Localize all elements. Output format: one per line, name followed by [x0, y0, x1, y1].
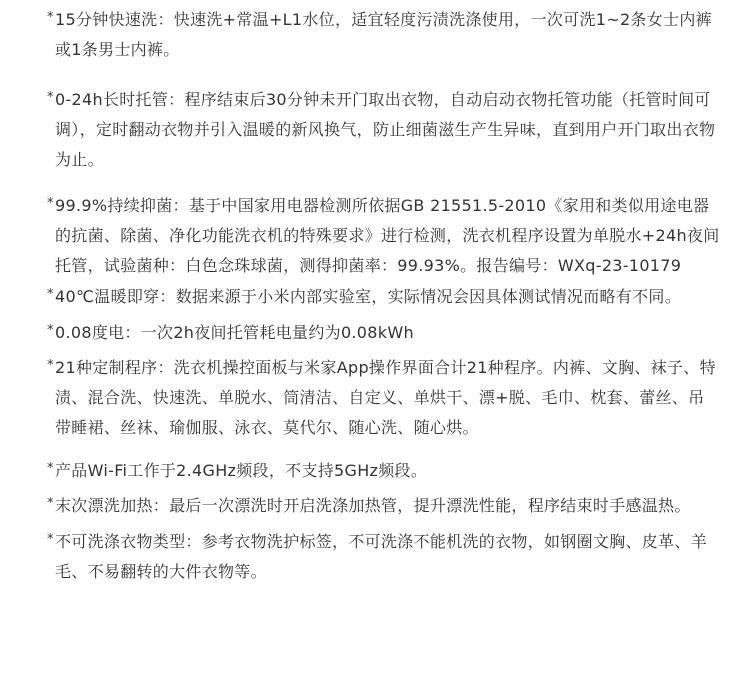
- footnote-marker: *: [47, 323, 54, 338]
- footnote-power-consumption: [0, 318, 750, 348]
- footnote-text: 0-24h长时托管：程序结束后30分钟未开门取出衣物，自动启动衣物托管功能（托管时间可调），定时翻动衣物并引入温暖的新风换气，防止细菌滋生产生异味，直到用户开门取出衣物为止。: [55, 90, 716, 169]
- footnote-marker: *: [47, 196, 54, 211]
- footnote-text: 21种定制程序：洗衣机操控面板与米家App操作界面合计21种程序。内裤、文胸、袜子、特渍、混合洗、快速洗、单脱水、筒清洁、自定义、单烘干、漂+脱、毛巾、枕套、蕾丝、吊带睡裙、丝袜、瑜伽服、泳衣、莫代尔、随心洗、随心烘。: [55, 358, 716, 437]
- footnote-marker: *: [47, 532, 54, 547]
- footnote-text: 产品Wi-Fi工作于2.4GHz频段，不支持5GHz频段。: [55, 461, 428, 480]
- footnote-antibacterial: [0, 191, 750, 281]
- footnote-marker: *: [47, 358, 54, 373]
- footnote-quick-wash: [0, 5, 750, 65]
- footnote-marker: *: [47, 287, 54, 302]
- footnote-final-rinse-heating: [0, 491, 750, 521]
- footnote-marker: *: [47, 461, 54, 476]
- footnote-marker: *: [47, 496, 54, 511]
- footnote-non-washable: [0, 527, 750, 587]
- footnote-text: 15分钟快速洗：快速洗+常温+L1水位，适宜轻度污渍洗涤使用，一次可洗1~2条女士内裤或1条男士内裤。: [55, 10, 712, 59]
- footnote-long-care: [0, 85, 750, 175]
- footnote-text: 99.9%持续抑菌：基于中国家用电器检测所依据GB 21551.5-2010《家用和类似用途电器的抗菌、除菌、净化功能洗衣机的特殊要求》进行检测，洗衣机程序设置为单脱水+24h夜间托管，试验菌种：白色念珠球菌，测得抑菌率：99.93%。报告编号：WXq-23-10179: [55, 196, 720, 275]
- footnote-wifi: [0, 456, 750, 486]
- footnote-text: 末次漂洗加热：最后一次漂洗时开启洗涤加热管，提升漂洗性能，程序结束时手感温热。: [55, 496, 691, 515]
- footnote-custom-programs: [0, 353, 750, 443]
- footnote-marker: *: [47, 10, 54, 25]
- footnote-text: 40℃温暖即穿：数据来源于小米内部实验室，实际情况会因具体测试情况而略有不同。: [55, 287, 682, 306]
- footnote-warm-wear: [0, 282, 750, 312]
- footnote-text: 0.08度电：一次2h夜间托管耗电量约为0.08kWh: [55, 323, 414, 342]
- footnote-marker: *: [47, 90, 54, 105]
- footnote-text: 不可洗涤衣物类型：参考衣物洗护标签，不可洗涤不能机洗的衣物，如钢圈文胸、皮革、羊毛、不易翻转的大件衣物等。: [55, 532, 708, 581]
